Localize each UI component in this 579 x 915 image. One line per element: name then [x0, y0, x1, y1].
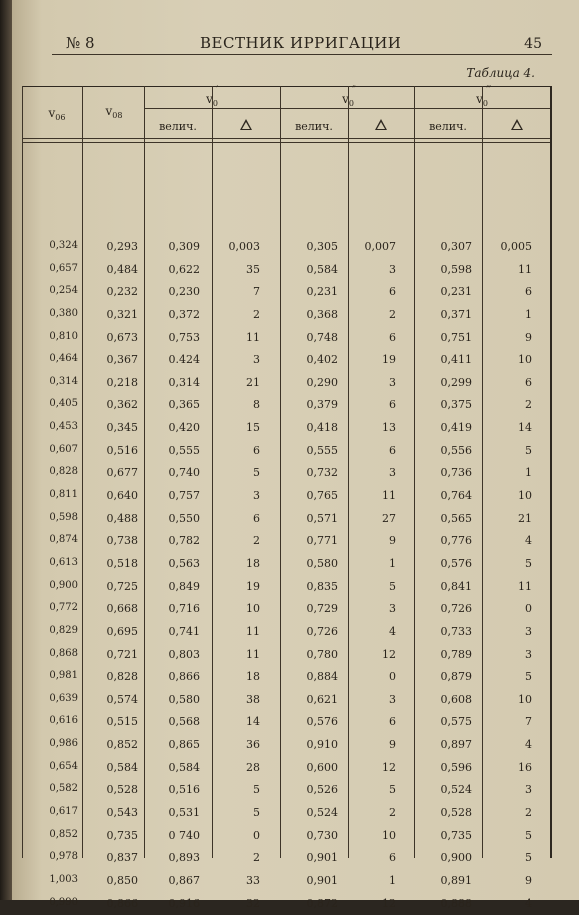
- table-cell: 21: [518, 511, 532, 525]
- table-cell: 0,314: [49, 375, 78, 387]
- table-cell: 3: [525, 783, 532, 797]
- table-cell: 0,888: [440, 896, 472, 910]
- table-cell: 0,372: [168, 307, 200, 321]
- table-cell: 0,837: [106, 851, 138, 865]
- table-cell: 4: [525, 738, 532, 752]
- value-label-1: велич.: [159, 120, 197, 133]
- table-cell: 1: [525, 307, 532, 321]
- header-v08: $v_{08}$: [105, 104, 123, 120]
- table-cell: 27: [382, 511, 396, 525]
- table-cell: 0,803: [168, 647, 200, 661]
- table-cell: 0: [389, 670, 396, 684]
- table-cell: 0,735: [106, 828, 138, 842]
- table-cell: 0,571: [306, 511, 338, 525]
- table-cell: 0,362: [106, 398, 138, 412]
- table-row: [22, 462, 552, 485]
- table-cell: 0,891: [440, 873, 472, 887]
- table-cell: 0,607: [49, 443, 78, 455]
- table-cell: 0,732: [306, 466, 338, 480]
- table-cell: 10: [246, 602, 260, 616]
- table-cell: 35: [246, 262, 260, 276]
- table-cell: 2: [253, 851, 260, 865]
- table-cell: 0,738: [106, 534, 138, 548]
- table-cell: 6: [525, 375, 532, 389]
- table-cell: 0,639: [49, 692, 78, 704]
- table-cell: 0,776: [440, 534, 472, 548]
- table-cell: 0,740: [168, 466, 200, 480]
- table-cell: 6: [389, 398, 396, 412]
- table-cell: 0,367: [106, 353, 138, 367]
- table-cell: 2: [525, 806, 532, 820]
- table-cell: 0,730: [306, 828, 338, 842]
- table-cell: 0,721: [106, 647, 138, 661]
- table-cell: 0,608: [440, 692, 472, 706]
- table-cell: 0,782: [168, 534, 200, 548]
- table-cell: 0,574: [106, 692, 138, 706]
- table-cell: 9: [389, 738, 396, 752]
- table-cell: 0,668: [106, 602, 138, 616]
- table-row: [22, 644, 552, 667]
- table-row: [22, 349, 552, 372]
- table-row: [22, 757, 552, 780]
- table-cell: 0,893: [168, 851, 200, 865]
- table-cell: 0,307: [440, 240, 472, 253]
- table-cell: 0,576: [440, 556, 472, 570]
- table-cell: 0,654: [49, 760, 78, 772]
- table-cell: 5: [525, 828, 532, 842]
- table-cell: 0,418: [306, 421, 338, 435]
- table-cell: 0,751: [440, 330, 472, 344]
- table-cell: 2: [525, 398, 532, 412]
- table-cell: 0,757: [168, 489, 200, 503]
- table-row: [22, 825, 552, 848]
- header-bottom-rule-double: [22, 142, 552, 143]
- table-cell: 2: [389, 806, 396, 820]
- table-cell: 0,867: [168, 873, 200, 887]
- table-row: [22, 576, 552, 599]
- table-cell: 0,733: [440, 624, 472, 638]
- table-cell: 2: [253, 307, 260, 321]
- table-cell: 0,866: [106, 896, 138, 910]
- table-cell: 11: [246, 624, 260, 638]
- table-cell: 10: [518, 489, 532, 503]
- table-cell: 0,453: [49, 421, 78, 433]
- table-cell: 11: [518, 262, 532, 276]
- table-cell: 0,850: [106, 873, 138, 887]
- table-cell: 0,716: [168, 602, 200, 616]
- table-cell: 13: [382, 421, 396, 435]
- table-cell: 0,420: [168, 421, 200, 435]
- table-cell: 5: [389, 783, 396, 797]
- table-cell: 0,380: [49, 307, 78, 319]
- table-cell: 0,345: [106, 421, 138, 435]
- table-cell: 0 740: [168, 828, 200, 842]
- table-cell: 0,324: [49, 240, 78, 251]
- table-cell: 0,531: [168, 806, 200, 820]
- table-cell: 0,218: [106, 375, 138, 389]
- table-cell: 6: [389, 851, 396, 865]
- table-row: [22, 847, 552, 870]
- table-cell: 0,616: [49, 715, 78, 727]
- table-row: [22, 417, 552, 440]
- table-row: [22, 508, 552, 531]
- table-cell: 0,772: [49, 602, 78, 614]
- table-cell: 0,735: [440, 828, 472, 842]
- table-cell: 0,613: [49, 556, 78, 568]
- table-cell: 0,596: [440, 760, 472, 774]
- table-cell: 5: [253, 466, 260, 480]
- table-row: [22, 304, 552, 327]
- table-cell: 0,563: [168, 556, 200, 570]
- table-cell: 6: [389, 443, 396, 457]
- value-label-2: велич.: [295, 120, 333, 133]
- table-cell: 0,368: [306, 307, 338, 321]
- table-cell: 16: [518, 760, 532, 774]
- header-v0-triple-prime: $v_0$ ‴: [476, 85, 492, 108]
- table-cell: 0,736: [440, 466, 472, 480]
- table-cell: 0,321: [106, 307, 138, 321]
- table-cell: 0,575: [440, 715, 472, 729]
- table-row: [22, 689, 552, 712]
- table-cell: 0,901: [306, 873, 338, 887]
- table-cell: 5: [389, 579, 396, 593]
- table-cell: 9: [525, 330, 532, 344]
- header-subdivider: [144, 108, 552, 109]
- table-cell: 0,556: [440, 443, 472, 457]
- table-cell: 0,811: [49, 489, 78, 501]
- table-cell: 0,874: [49, 534, 78, 546]
- table-row: [22, 621, 552, 644]
- table-cell: 0,584: [106, 760, 138, 774]
- table-cell: 33: [246, 873, 260, 887]
- table-cell: 3: [389, 375, 396, 389]
- table-cell: 0,810: [49, 330, 78, 342]
- table-cell: 0,232: [106, 285, 138, 299]
- table-cell: 0,365: [168, 398, 200, 412]
- table-cell: 0,789: [440, 647, 472, 661]
- table-cell: 0,872: [306, 896, 338, 910]
- table-row: [22, 485, 552, 508]
- table-cell: 5: [253, 806, 260, 820]
- table-cell: 0,657: [49, 262, 78, 274]
- value-label-3: велич.: [429, 120, 467, 133]
- table-cell: 0,314: [168, 375, 200, 389]
- table-cell: 0,764: [440, 489, 472, 503]
- table-cell: 0,516: [106, 443, 138, 457]
- header-v0-double-prime: $v_0$ ″: [342, 85, 356, 108]
- table-row: [22, 440, 552, 463]
- table-row: [22, 259, 552, 282]
- table-cell: 1: [389, 556, 396, 570]
- book-spine-shadow: [0, 0, 12, 900]
- table-cell: 0,524: [306, 806, 338, 820]
- table-cell: 0,695: [106, 624, 138, 638]
- table-row: [22, 327, 552, 350]
- table-cell: 0,865: [168, 738, 200, 752]
- table-cell: 0,231: [306, 285, 338, 299]
- table-cell: 0,003: [228, 240, 260, 253]
- table-cell: 0,897: [440, 738, 472, 752]
- table-cell: 5: [525, 851, 532, 865]
- issue-number: № 8: [66, 34, 95, 52]
- table-cell: 0,780: [306, 647, 338, 661]
- table-cell: 0,565: [440, 511, 472, 525]
- table-row: [22, 281, 552, 304]
- table-cell: 6: [389, 285, 396, 299]
- table-cell: 0,622: [168, 262, 200, 276]
- header-bottom-rule: [22, 138, 552, 139]
- table-cell: 0,852: [106, 738, 138, 752]
- table-row: [22, 553, 552, 576]
- table-cell: 12: [382, 760, 396, 774]
- table-cell: 1: [525, 466, 532, 480]
- table-cell: 0,741: [168, 624, 200, 638]
- table-cell: 8: [253, 398, 260, 412]
- header-v06: $v_{06}$: [48, 106, 66, 122]
- table-cell: 0,230: [168, 285, 200, 299]
- table-row: [22, 530, 552, 553]
- table-cell: 6: [525, 285, 532, 299]
- table-cell: 0,305: [306, 240, 338, 253]
- table-cell: 0,828: [106, 670, 138, 684]
- table-cell: 0,464: [49, 353, 78, 365]
- table-cell: 36: [246, 738, 260, 752]
- table-cell: 0,526: [306, 783, 338, 797]
- data-table: [22, 85, 552, 910]
- table-cell: 0,852: [49, 828, 78, 840]
- table-cell: 9: [389, 534, 396, 548]
- table-cell: 18: [246, 556, 260, 570]
- table-cell: 32: [246, 896, 260, 910]
- table-cell: 3: [253, 353, 260, 367]
- table-cell: 0,981: [49, 670, 78, 682]
- table-cell: 0,550: [168, 511, 200, 525]
- table-cell: 12: [382, 647, 396, 661]
- table-cell: 0,986: [49, 738, 78, 750]
- journal-title: ВЕСТНИК ИРРИГАЦИИ: [200, 34, 402, 52]
- table-cell: 28: [246, 760, 260, 774]
- table-cell: 10: [382, 828, 396, 842]
- table-cell: 0,584: [168, 760, 200, 774]
- table-cell: 5: [253, 783, 260, 797]
- table-row: [22, 372, 552, 395]
- table-cell: 0,900: [440, 851, 472, 865]
- table-cell: 0,726: [440, 602, 472, 616]
- table-cell: 19: [246, 579, 260, 593]
- table-cell: 14: [518, 421, 532, 435]
- table-cell: 11: [246, 647, 260, 661]
- table-cell: 0,866: [168, 670, 200, 684]
- table-cell: 0.424: [168, 353, 200, 367]
- table-row: [22, 598, 552, 621]
- table-cell: 0,849: [168, 579, 200, 593]
- table-cell: 0,231: [440, 285, 472, 299]
- table-cell: 6: [253, 511, 260, 525]
- table-row: [22, 779, 552, 802]
- table-row: [22, 711, 552, 734]
- table-cell: 0,515: [106, 715, 138, 729]
- table-cell: 6: [389, 330, 396, 344]
- table-cell: 1,003: [49, 873, 78, 885]
- table-cell: 0,293: [106, 240, 138, 253]
- table-cell: 0,841: [440, 579, 472, 593]
- table-cell: 38: [246, 692, 260, 706]
- table-row: [22, 666, 552, 689]
- page-header: [52, 30, 552, 55]
- table-cell: 0,528: [106, 783, 138, 797]
- table-cell: 0,488: [106, 511, 138, 525]
- table-cell: 0,884: [306, 670, 338, 684]
- table-cell: 7: [525, 715, 532, 729]
- table-cell: 0,621: [306, 692, 338, 706]
- table-cell: 0,524: [440, 783, 472, 797]
- document-page: [12, 0, 579, 910]
- table-cell: 0,640: [106, 489, 138, 503]
- table-cell: 10: [518, 353, 532, 367]
- table-cell: 0,007: [364, 240, 396, 253]
- table-cell: 9: [525, 873, 532, 887]
- table-cell: 0,576: [306, 715, 338, 729]
- table-row: [22, 734, 552, 757]
- table-cell: 0: [253, 828, 260, 842]
- table-cell: 5: [525, 556, 532, 570]
- table-cell: 11: [382, 489, 396, 503]
- table-cell: 4: [525, 534, 532, 548]
- table-cell: 3: [389, 466, 396, 480]
- table-cell: 12: [382, 896, 396, 910]
- table-cell: 0,978: [49, 851, 78, 863]
- table-cell: 5: [525, 443, 532, 457]
- table-cell: 21: [246, 375, 260, 389]
- table-cell: 0,371: [440, 307, 472, 321]
- table-cell: 18: [246, 670, 260, 684]
- table-cell: 0,828: [49, 466, 78, 478]
- table-cell: 1: [389, 873, 396, 887]
- table-cell: 0,753: [168, 330, 200, 344]
- table-cell: 6: [389, 715, 396, 729]
- table-cell: 11: [246, 330, 260, 344]
- table-cell: 0,584: [306, 262, 338, 276]
- table-cell: 7: [253, 285, 260, 299]
- table-row: [22, 802, 552, 825]
- table-cell: 5: [525, 670, 532, 684]
- table-cell: 0,729: [306, 602, 338, 616]
- table-cell: 2: [389, 307, 396, 321]
- table-cell: 0,580: [306, 556, 338, 570]
- table-cell: 0,568: [168, 715, 200, 729]
- table-cell: 0,916: [168, 896, 200, 910]
- header-v0-prime: $v_0$ ′: [206, 85, 219, 108]
- table-cell: 0,375: [440, 398, 472, 412]
- table-cell: 0,677: [106, 466, 138, 480]
- table-cell: 0,402: [306, 353, 338, 367]
- table-cell: 0: [525, 602, 532, 616]
- table-cell: 6: [253, 443, 260, 457]
- table-cell: 0,598: [440, 262, 472, 276]
- table-row: [22, 394, 552, 417]
- table-cell: 0,379: [306, 398, 338, 412]
- table-cell: 0,419: [440, 421, 472, 435]
- table-cell: 0,990: [49, 896, 78, 908]
- table-cell: 0,617: [49, 806, 78, 818]
- table-cell: 2: [253, 534, 260, 548]
- table-cell: 4: [389, 624, 396, 638]
- table-cell: 0,543: [106, 806, 138, 820]
- table-cell: 0,673: [106, 330, 138, 344]
- table-cell: 3: [525, 624, 532, 638]
- table-cell: 3: [525, 647, 532, 661]
- delta-triangle-icon: [511, 119, 523, 130]
- table-cell: 3: [253, 489, 260, 503]
- table-cell: 0,299: [440, 375, 472, 389]
- table-cell: 0,765: [306, 489, 338, 503]
- table-cell: 0,411: [440, 353, 472, 367]
- delta-triangle-icon: [375, 119, 387, 130]
- table-cell: 0,518: [106, 556, 138, 570]
- delta-triangle-icon: [240, 119, 252, 130]
- table-cell: 15: [246, 421, 260, 435]
- table-row: [22, 236, 552, 259]
- table-cell: 3: [389, 602, 396, 616]
- table-cell: 0,901: [306, 851, 338, 865]
- table-cell: 0,309: [168, 240, 200, 253]
- table-cell: 10: [518, 692, 532, 706]
- table-cell: 0,555: [306, 443, 338, 457]
- table-cell: 0,835: [306, 579, 338, 593]
- table-row: [22, 893, 552, 915]
- table-cell: 0,600: [306, 760, 338, 774]
- table-cell: 0,005: [500, 240, 532, 253]
- table-cell: 3: [389, 262, 396, 276]
- table-cell: 0,725: [106, 579, 138, 593]
- table-cell: 0,598: [49, 511, 78, 523]
- table-cell: 19: [382, 353, 396, 367]
- table-cell: 0,910: [306, 738, 338, 752]
- table-cell: 0,748: [306, 330, 338, 344]
- table-cell: 0,528: [440, 806, 472, 820]
- table-row: [22, 870, 552, 893]
- table-cell: 0,879: [440, 670, 472, 684]
- table-cell: 0,582: [49, 783, 78, 795]
- table-cell: 0,290: [306, 375, 338, 389]
- table-cell: 0,484: [106, 262, 138, 276]
- table-cell: 0,771: [306, 534, 338, 548]
- table-cell: 0,516: [168, 783, 200, 797]
- table-cell: 0,254: [49, 285, 78, 297]
- table-cell: 0,868: [49, 647, 78, 659]
- table-caption: Таблица 4.: [466, 66, 535, 80]
- table-cell: 0,726: [306, 624, 338, 638]
- table-cell: 3: [389, 692, 396, 706]
- table-cell: 0,555: [168, 443, 200, 457]
- table-cell: 14: [246, 715, 260, 729]
- table-cell: 0,900: [49, 579, 78, 591]
- table-cell: 0,405: [49, 398, 78, 410]
- table-cell: 0,580: [168, 692, 200, 706]
- page-number: 45: [524, 36, 542, 52]
- table-cell: 4: [525, 896, 532, 910]
- table-body: [22, 236, 552, 915]
- table-cell: 0,829: [49, 624, 78, 636]
- table-cell: 11: [518, 579, 532, 593]
